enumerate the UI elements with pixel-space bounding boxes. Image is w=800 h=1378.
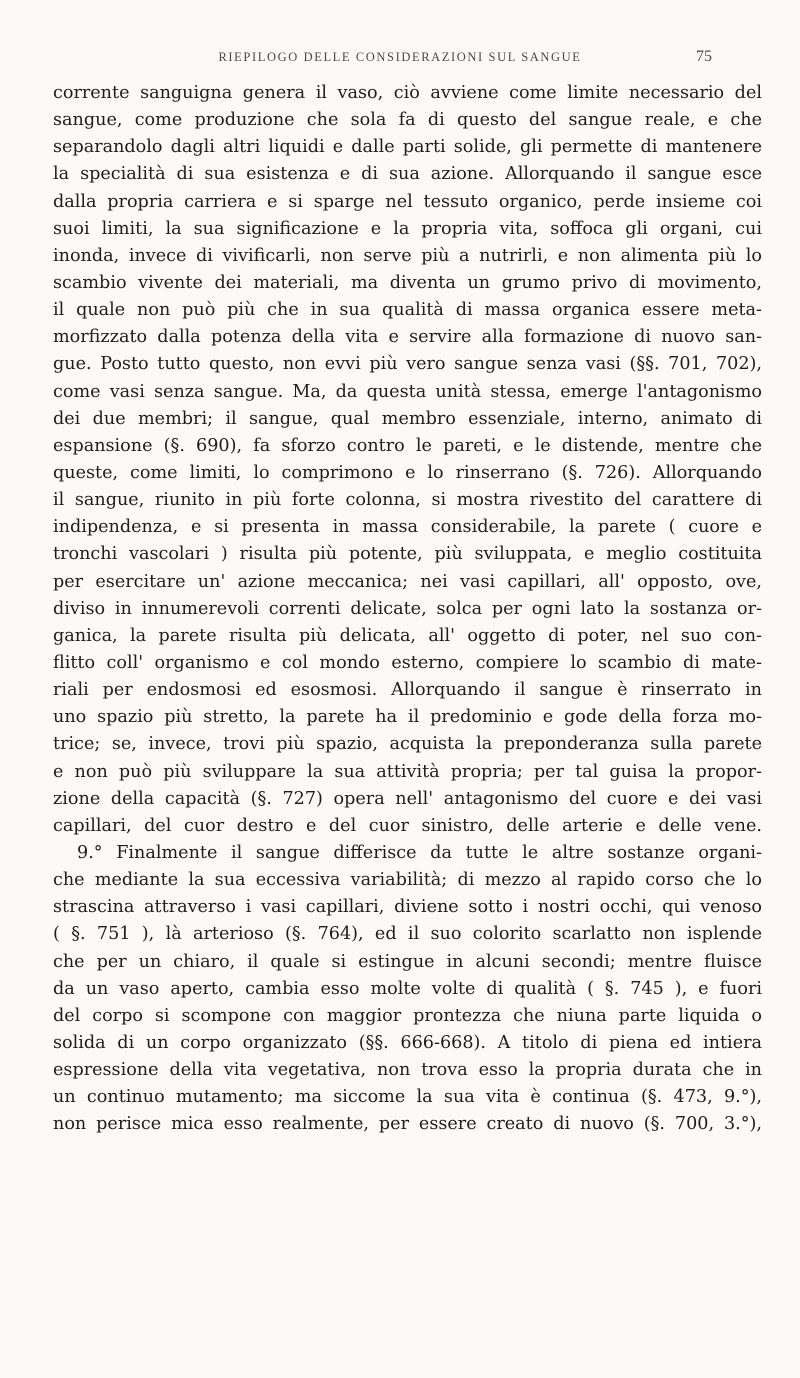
text-line: inonda, invece di vivificarli, non serve più a nutrirli, e non alimenta più lo — [53, 245, 762, 266]
text-line: da un vaso aperto, cambia esso molte volte di qualità ( §. 745 ), e fuori — [53, 978, 762, 999]
text-line: che per un chiaro, il quale si estingue in alcuni secondi; mentre fluisce — [53, 951, 762, 972]
text-line: riali per endosmosi ed esosmosi. Allorquando il sangue è rinserrato in — [53, 680, 762, 701]
text-line: per esercitare un' azione meccanica; nei vasi capillari, all' opposto, ove, — [53, 571, 762, 592]
text-line: tronchi vascolari ) risulta più potente, più sviluppata, e meglio costituita — [53, 544, 762, 565]
text-line: sangue, come produzione che sola fa di questo del sangue reale, e che — [53, 110, 762, 131]
text-line: espressione della vita vegetativa, non trova esso la propria durata che in — [53, 1060, 762, 1081]
text-line: del corpo si scompone con maggior prontezza che niuna parte liquida o — [53, 1005, 762, 1026]
text-line: il sangue, riunito in più forte colonna, si mostra rivestito del carattere di — [53, 490, 762, 511]
text-line: queste, come limiti, lo comprimono e lo rinserrano (§. 726). Allorquando — [53, 462, 762, 483]
text-line: che mediante la sua eccessiva variabilità; di mezzo al rapido corso che lo — [53, 870, 762, 891]
running-head — [0, 48, 800, 70]
text-line: dalla propria carriera e si sparge nel tessuto organico, perde insieme coi — [53, 191, 762, 212]
text-line: trice; se, invece, trovi più spazio, acquista la preponderanza sulla parete — [53, 734, 762, 755]
text-line: zione della capacità (§. 727) opera nell' antagonismo del cuore e dei vasi — [53, 788, 762, 809]
text-line: morfizzato dalla potenza della vita e servire alla formazione di nuovo san- — [53, 327, 762, 348]
text-line: suoi limiti, la sua significazione e la propria vita, soffoca gli organi, cui — [53, 218, 762, 239]
text-line: ( §. 751 ), là arterioso (§. 764), ed il suo colorito scarlatto non isplende — [53, 924, 762, 945]
text-line: solida di un corpo organizzato (§§. 666-668). A titolo di piena ed intiera — [53, 1032, 762, 1053]
text-line: diviso in innumerevoli correnti delicate, solca per ogni lato la sostanza or- — [53, 598, 762, 619]
text-line: separandolo dagli altri liquidi e dalle parti solide, gli permette di mantenere — [53, 137, 762, 158]
text-line: un continuo mutamento; ma siccome la sua vita è continua (§. 473, 9.°), — [53, 1087, 762, 1108]
page-number: 75 — [696, 48, 712, 65]
text-line: corrente sanguigna genera il vaso, ciò avviene come limite necessario del — [53, 83, 762, 103]
text-line: indipendenza, e si presenta in massa considerabile, la parete ( cuore e — [53, 517, 762, 538]
text-line: e non può più sviluppare la sua attività propria; per tal guisa la propor- — [53, 761, 762, 782]
body-text — [53, 80, 762, 1138]
text-line: espansione (§. 690), fa sforzo contro le pareti, e le distende, mentre che — [53, 435, 762, 456]
text-line: capillari, del cuor destro e del cuor sinistro, delle arterie e delle vene. — [53, 815, 762, 836]
text-line: flitto coll' organismo e col mondo esterno, compiere lo scambio di mate- — [53, 652, 762, 673]
text-line: non perisce mica esso realmente, per essere creato di nuovo (§. 700, 3.°), — [53, 1114, 762, 1135]
text-line: gue. Posto tutto questo, non evvi più vero sangue senza vasi (§§. 701, 702), — [53, 354, 762, 375]
paragraph-start-line: 9.° Finalmente il sangue differisce da tutte le altre sostanze organi- — [77, 842, 762, 863]
text-line: come vasi senza sangue. Ma, da questa unità stessa, emerge l'antagonismo — [53, 381, 762, 402]
text-line: strascina attraverso i vasi capillari, diviene sotto i nostri occhi, qui venoso — [53, 897, 762, 918]
text-line: scambio vivente dei materiali, ma diventa un grumo privo di movimento, — [53, 272, 762, 293]
text-line: ganica, la parete risulta più delicata, all' oggetto di poter, nel suo con- — [53, 625, 762, 646]
text-line: il quale non può più che in sua qualità di massa organica essere meta- — [53, 300, 762, 321]
running-title: RIEPILOGO DELLE CONSIDERAZIONI SUL SANGUE — [218, 50, 582, 64]
text-line: dei due membri; il sangue, qual membro essenziale, interno, animato di — [53, 408, 762, 429]
text-line: uno spazio più stretto, la parete ha il predominio e gode della forza mo- — [53, 707, 762, 728]
text-line: la specialità di sua esistenza e di sua azione. Allorquando il sangue esce — [53, 164, 762, 185]
